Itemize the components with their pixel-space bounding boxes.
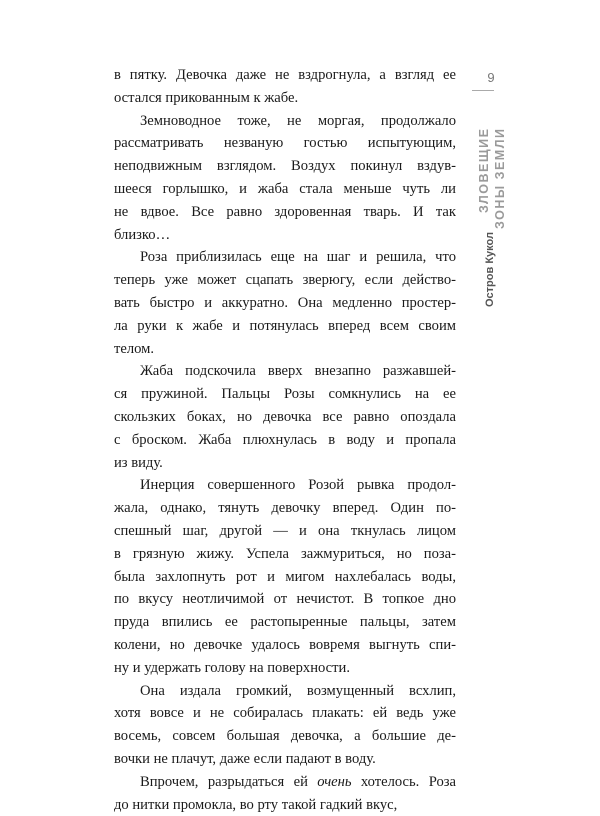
text-line: в пятку. Девочка даже не вздрогнула, а взгляд ее <box>114 64 456 87</box>
series-title <box>476 128 510 248</box>
book-title: Остров Кукол <box>480 232 500 312</box>
text-line: с броском. Жаба плюхнулась в воду и пропала <box>114 429 456 452</box>
paragraph <box>114 110 456 247</box>
text-line: Она издала громкий, возмущенный всхлип, <box>114 680 456 703</box>
header-divider <box>472 90 494 91</box>
text-line: близко… <box>114 224 456 247</box>
text-line: ла руки к жабе и потянулась вперед всем своим <box>114 315 456 338</box>
text-line: Земноводное тоже, не моргая, продолжало <box>114 110 456 133</box>
text-line: спешный шаг, другой — и она ткнулась лицом <box>114 520 456 543</box>
text-line: до нитки промокла, во рту такой гадкий вкус, <box>114 794 456 816</box>
text-line: Впрочем, разрыдаться ей очень хотелось. Роза <box>114 771 456 794</box>
text-line: ся пружиной. Пальцы Розы сомкнулись на ее <box>114 383 456 406</box>
text-line: восемь, совсем большая девочка, а большие де- <box>114 725 456 748</box>
text-line: остался прикованным к жабе. <box>114 87 456 110</box>
paragraph <box>114 680 456 771</box>
text-line: в грязную жижу. Успела зажмуриться, но поза- <box>114 543 456 566</box>
text-line: шееся горлышко, и жаба стала меньше чуть ли <box>114 178 456 201</box>
body-text <box>114 64 456 816</box>
text-line: рассматривать незваную гостью испытующим, <box>114 132 456 155</box>
emphasis: очень <box>317 774 351 790</box>
page-number: 9 <box>476 70 506 85</box>
paragraph <box>114 771 456 816</box>
text-line: хотя вовсе и не собиралась плакать: ей ведь уже <box>114 702 456 725</box>
text-line: колени, но девочке удалось вовремя выгнуть спи- <box>114 634 456 657</box>
text-line: скользких боках, но девочка все равно опоздала <box>114 406 456 429</box>
series-title-line-2: ЗОНЫ ЗЕМЛИ <box>492 128 508 248</box>
text-line: вать быстро и аккуратно. Она медленно простер- <box>114 292 456 315</box>
paragraph <box>114 474 456 679</box>
text-line: Жаба подскочила вверх внезапно разжавшей- <box>114 360 456 383</box>
text-line: была захлопнуть рот и мигом нахлебалась воды, <box>114 566 456 589</box>
paragraph <box>114 360 456 474</box>
paragraph <box>114 246 456 360</box>
text-line: теперь уже может сцапать зверюгу, если действо- <box>114 269 456 292</box>
text-line: Роза приблизилась еще на шаг и решила, что <box>114 246 456 269</box>
text-line: неподвижным взглядом. Воздух покинул вздув- <box>114 155 456 178</box>
text-line: по вкусу неотличимой от нечистот. В топкое дно <box>114 588 456 611</box>
text-line: жала, однако, тянуть девочку вперед. Один по- <box>114 497 456 520</box>
series-title-line-1: ЗЛОВЕЩИЕ <box>476 128 492 248</box>
text-line: не вдвое. Все равно здоровенная тварь. И так <box>114 201 456 224</box>
text-line: телом. <box>114 338 456 361</box>
paragraph <box>114 64 456 110</box>
text-line: ну и удержать голову на поверхности. <box>114 657 456 680</box>
text-line: пруда впились ее растопыренные пальцы, затем <box>114 611 456 634</box>
text-line: Инерция совершенного Розой рывка продол- <box>114 474 456 497</box>
text-line: из виду. <box>114 452 456 475</box>
text-line: вочки не плачут, даже если падают в воду. <box>114 748 456 771</box>
